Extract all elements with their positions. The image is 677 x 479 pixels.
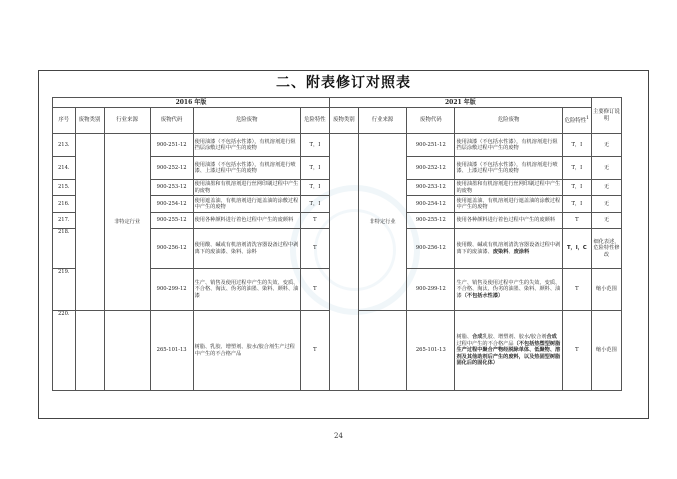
hazard-cell-2021: T <box>562 213 591 229</box>
hazard-cell-2021: T，I，C <box>562 229 591 269</box>
waste-cell-2021: 使用油漆（不包括水性漆），有机溶剂进行阻挡层涂敷过程中产生的废物 <box>455 134 562 157</box>
hazard-cell: T，I <box>300 157 329 180</box>
category-cell-220 <box>75 311 104 391</box>
waste-header-2021: 危险废物 <box>455 108 562 134</box>
code-cell-2021: 900-251-12 <box>407 134 455 157</box>
hazard-cell-2021: T，I <box>562 196 591 213</box>
note-cell: 无 <box>591 134 621 157</box>
code-cell: 900-253-12 <box>150 180 193 196</box>
waste-cell-2021: 使用油漆（不包括水性漆），有机溶剂进行喷漆、上漆过程中产生的废物 <box>455 157 562 180</box>
industry-cell-220 <box>104 311 150 391</box>
category-header: 废物类别 <box>75 108 104 134</box>
category-cell-2021 <box>329 134 358 391</box>
industry-header-2021: 行业来源 <box>358 108 406 134</box>
hazard-cell-2021: T，I <box>562 180 591 196</box>
code-cell-2021: 900-253-12 <box>407 180 455 196</box>
page-title: 二、附表修订对照表 <box>276 75 411 91</box>
note-cell: 细化表述，危险特性修改 <box>591 229 621 269</box>
version-2021-header: 2021 年版 <box>329 98 591 108</box>
row-seq: 219. <box>53 269 76 311</box>
category-header-2021: 废物类别 <box>329 108 358 134</box>
note-cell: 无 <box>591 157 621 180</box>
hazard-cell: T，I <box>300 180 329 196</box>
waste-cell-2021: 生产、销售及使用过程中产生的失效、变质、不合格、淘汰、伪劣的油墨、染料、颜料、油漆（不包括水性漆） <box>455 269 562 311</box>
hazard-cell-2021: T，I <box>562 134 591 157</box>
category-cell <box>75 134 104 311</box>
code-cell: 900-255-12 <box>150 213 193 229</box>
waste-cell: 使用油漆（不包括水性漆），有机溶剂进行阻挡层涂敷过程中产生的废物 <box>193 134 300 157</box>
hazard-cell-2021: T <box>562 269 591 311</box>
row-seq: 213. <box>53 134 76 157</box>
waste-header: 危险废物 <box>193 108 300 134</box>
industry-header: 行业来源 <box>104 108 150 134</box>
waste-cell-2021: 使用遮盖油、有机溶剂进行遮盖油的涂敷过程中产生的废物 <box>455 196 562 213</box>
waste-cell-2021: 使用酸、碱或有机溶剂清洗容器设备过程中剥离下的废油漆、废染料、废涂料 <box>455 229 562 269</box>
hazard-header-2021: 危险特性$^1$ <box>562 108 591 134</box>
note-cell: 无 <box>591 180 621 196</box>
hazard-cell: T，I <box>300 134 329 157</box>
hazard-header: 危险特性 <box>300 108 329 134</box>
waste-cell: 树脂、乳胶、增塑剂、胶水/胶合剂生产过程中产生的不合格产品 <box>193 311 300 391</box>
hazard-cell: T <box>300 269 329 311</box>
row-seq: 215. <box>53 180 76 196</box>
waste-cell: 使用油墨和有机溶剂进行丝网印刷过程中产生的废物 <box>193 180 300 196</box>
hazard-cell: T，I <box>300 196 329 213</box>
waste-cell: 使用各种颜料进行着色过程中产生的废颜料 <box>193 213 300 229</box>
waste-cell-2021: 使用各种颜料进行着色过程中产生的废颜料 <box>455 213 562 229</box>
waste-cell: 生产、销售及使用过程中产生的失效、变质、不合格、淘汰、伪劣的油墨、染料、颜料、油漆 <box>193 269 300 311</box>
page-number: 24 <box>334 432 343 440</box>
industry-cell-2021: 非特定行业 <box>358 134 406 311</box>
row-seq: 220. <box>53 311 76 391</box>
industry-cell-2021-220 <box>358 311 406 391</box>
hazard-cell: T <box>300 213 329 229</box>
hazard-cell-2021: T，I <box>562 157 591 180</box>
waste-cell: 使用遮盖油、有机溶剂进行遮盖油的涂敷过程中产生的废物 <box>193 196 300 213</box>
note-cell: 缩小范围 <box>591 311 621 391</box>
code-cell-2021: 265-101-13 <box>407 311 455 391</box>
code-cell: 900-251-12 <box>150 134 193 157</box>
code-header-2021: 废物代码 <box>407 108 455 134</box>
code-cell-2021: 900-252-12 <box>407 157 455 180</box>
code-header: 废物代码 <box>150 108 193 134</box>
code-cell: 900-256-12 <box>150 229 193 269</box>
industry-cell-2016: 非特定行业 <box>104 134 150 311</box>
note-header: 主要修订说明 <box>591 98 621 134</box>
hazard-cell-2021: T <box>562 311 591 391</box>
revision-comparison-table <box>52 97 622 391</box>
code-cell-2021: 900-256-12 <box>407 229 455 269</box>
row-seq: 214. <box>53 157 76 180</box>
waste-cell: 使用油漆（不包括水性漆），有机溶剂进行喷漆、上漆过程中产生的废物 <box>193 157 300 180</box>
row-seq: 217. <box>53 213 76 229</box>
seq-header: 序号 <box>53 108 76 134</box>
waste-cell-2021: 使用油墨和有机溶剂进行丝网印刷过程中产生的废物 <box>455 180 562 196</box>
note-cell: 无 <box>591 213 621 229</box>
row-seq: 216. <box>53 196 76 213</box>
code-cell: 900-252-12 <box>150 157 193 180</box>
note-cell: 无 <box>591 196 621 213</box>
hazard-cell: T <box>300 229 329 269</box>
code-cell-2021: 900-299-12 <box>407 269 455 311</box>
row-seq: 218. <box>53 229 76 269</box>
waste-cell-2021: 树脂、合成乳胶、增塑剂、胶水/胶合剂合成过程中产生的不合格产品（不包括热塑型树脂生产过程中聚合产物经脱除单体、低聚物、溶剂及其他助剂后产生的废料，以及热固型树脂固化后的固化体） <box>455 311 562 391</box>
waste-cell: 使用酸、碱或有机溶剂清洗容器设备过程中剥离下的废油漆、染料、涂料 <box>193 229 300 269</box>
hazard-cell: T <box>300 311 329 391</box>
note-cell: 缩小范围 <box>591 269 621 311</box>
code-cell-2021: 900-254-12 <box>407 196 455 213</box>
version-2016-header: 2016 年版 <box>53 98 330 108</box>
code-cell-2021: 900-255-12 <box>407 213 455 229</box>
table-row <box>53 134 622 157</box>
code-cell: 900-254-12 <box>150 196 193 213</box>
code-cell: 265-101-13 <box>150 311 193 391</box>
code-cell: 900-299-12 <box>150 269 193 311</box>
